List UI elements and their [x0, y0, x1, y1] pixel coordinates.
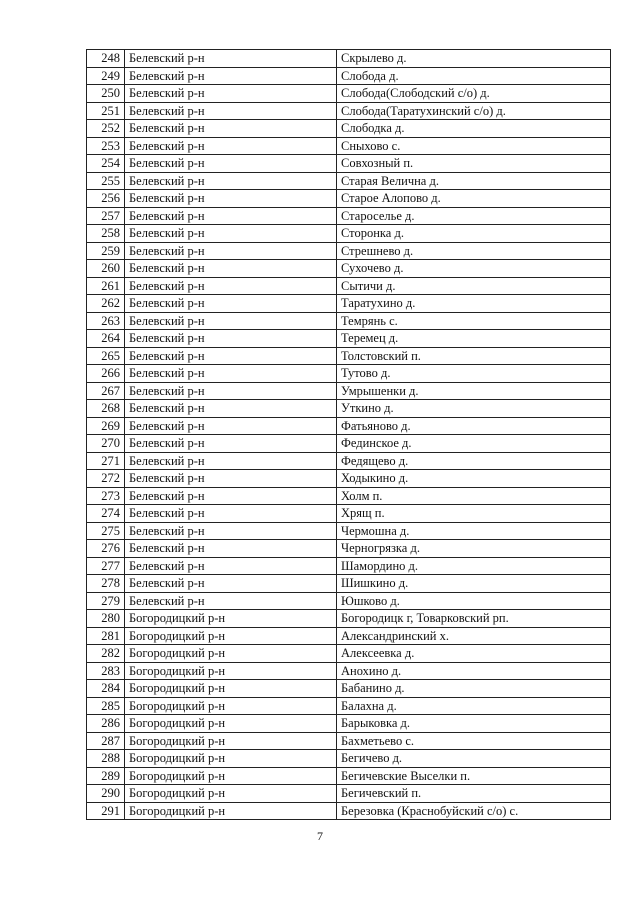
table-row — [87, 67, 611, 85]
row-number-cell: 279 — [87, 592, 125, 610]
table-row — [87, 382, 611, 400]
table-row — [87, 540, 611, 558]
table-row — [87, 645, 611, 663]
row-number-cell: 250 — [87, 85, 125, 103]
table-row — [87, 137, 611, 155]
settlement-cell: Фединское д. — [337, 435, 611, 453]
district-cell: Белевский р-н — [125, 137, 337, 155]
row-number-cell: 289 — [87, 767, 125, 785]
settlement-cell: Слобода(Таратухинский с/о) д. — [337, 102, 611, 120]
table-row — [87, 802, 611, 820]
table-row — [87, 85, 611, 103]
district-cell: Богородицкий р-н — [125, 610, 337, 628]
row-number-cell: 275 — [87, 522, 125, 540]
district-cell: Белевский р-н — [125, 172, 337, 190]
district-cell: Белевский р-н — [125, 382, 337, 400]
settlement-cell: Федящево д. — [337, 452, 611, 470]
row-number-cell: 291 — [87, 802, 125, 820]
row-number-cell: 264 — [87, 330, 125, 348]
district-cell: Белевский р-н — [125, 155, 337, 173]
settlement-cell: Тутово д. — [337, 365, 611, 383]
district-cell: Белевский р-н — [125, 435, 337, 453]
row-number-cell: 259 — [87, 242, 125, 260]
district-cell: Белевский р-н — [125, 295, 337, 313]
district-cell: Белевский р-н — [125, 207, 337, 225]
row-number-cell: 280 — [87, 610, 125, 628]
settlement-cell: Бегичевские Выселки п. — [337, 767, 611, 785]
settlement-cell: Фатьяново д. — [337, 417, 611, 435]
row-number-cell: 274 — [87, 505, 125, 523]
district-cell: Белевский р-н — [125, 557, 337, 575]
district-cell: Белевский р-н — [125, 102, 337, 120]
settlement-cell: Старое Алопово д. — [337, 190, 611, 208]
district-cell: Белевский р-н — [125, 120, 337, 138]
row-number-cell: 265 — [87, 347, 125, 365]
row-number-cell: 269 — [87, 417, 125, 435]
settlement-cell: Уткино д. — [337, 400, 611, 418]
row-number-cell: 257 — [87, 207, 125, 225]
row-number-cell: 281 — [87, 627, 125, 645]
district-cell: Белевский р-н — [125, 260, 337, 278]
table-row — [87, 575, 611, 593]
row-number-cell: 283 — [87, 662, 125, 680]
settlement-cell: Бахметьево с. — [337, 732, 611, 750]
settlements-table — [86, 49, 611, 820]
table-row — [87, 697, 611, 715]
table-row — [87, 312, 611, 330]
table-row — [87, 242, 611, 260]
table-row — [87, 610, 611, 628]
table-row — [87, 120, 611, 138]
table-row — [87, 557, 611, 575]
settlement-cell: Шишкино д. — [337, 575, 611, 593]
table-row — [87, 102, 611, 120]
district-cell: Белевский р-н — [125, 242, 337, 260]
settlement-cell: Ходыкино д. — [337, 470, 611, 488]
district-cell: Белевский р-н — [125, 575, 337, 593]
district-cell: Богородицкий р-н — [125, 662, 337, 680]
table-row — [87, 155, 611, 173]
district-cell: Белевский р-н — [125, 470, 337, 488]
district-cell: Белевский р-н — [125, 365, 337, 383]
table-row — [87, 470, 611, 488]
district-cell: Белевский р-н — [125, 85, 337, 103]
settlement-cell: Сытичи д. — [337, 277, 611, 295]
row-number-cell: 251 — [87, 102, 125, 120]
row-number-cell: 248 — [87, 50, 125, 68]
settlement-cell: Холм п. — [337, 487, 611, 505]
row-number-cell: 287 — [87, 732, 125, 750]
settlement-cell: Слободка д. — [337, 120, 611, 138]
settlement-cell: Алексеевка д. — [337, 645, 611, 663]
settlement-cell: Чермошна д. — [337, 522, 611, 540]
settlement-cell: Бегичевский п. — [337, 785, 611, 803]
district-cell: Белевский р-н — [125, 277, 337, 295]
table-row — [87, 225, 611, 243]
district-cell: Богородицкий р-н — [125, 697, 337, 715]
table-row — [87, 400, 611, 418]
row-number-cell: 256 — [87, 190, 125, 208]
table-row — [87, 417, 611, 435]
row-number-cell: 253 — [87, 137, 125, 155]
row-number-cell: 266 — [87, 365, 125, 383]
settlement-cell: Старая Велична д. — [337, 172, 611, 190]
district-cell: Белевский р-н — [125, 540, 337, 558]
table-row — [87, 592, 611, 610]
page-number: 7 — [317, 829, 323, 843]
settlement-cell: Анохино д. — [337, 662, 611, 680]
row-number-cell: 254 — [87, 155, 125, 173]
settlement-cell: Таратухино д. — [337, 295, 611, 313]
settlement-cell: Сухочево д. — [337, 260, 611, 278]
settlement-cell: Барыковка д. — [337, 715, 611, 733]
row-number-cell: 270 — [87, 435, 125, 453]
district-cell: Белевский р-н — [125, 592, 337, 610]
row-number-cell: 262 — [87, 295, 125, 313]
table-row — [87, 767, 611, 785]
district-cell: Богородицкий р-н — [125, 750, 337, 768]
settlement-cell: Балахна д. — [337, 697, 611, 715]
row-number-cell: 258 — [87, 225, 125, 243]
district-cell: Богородицкий р-н — [125, 680, 337, 698]
table-row — [87, 750, 611, 768]
row-number-cell: 263 — [87, 312, 125, 330]
table-row — [87, 732, 611, 750]
row-number-cell: 261 — [87, 277, 125, 295]
district-cell: Белевский р-н — [125, 330, 337, 348]
row-number-cell: 252 — [87, 120, 125, 138]
row-number-cell: 271 — [87, 452, 125, 470]
table-row — [87, 207, 611, 225]
row-number-cell: 273 — [87, 487, 125, 505]
settlement-cell: Темрянь с. — [337, 312, 611, 330]
settlement-cell: Черногрязка д. — [337, 540, 611, 558]
table-row — [87, 172, 611, 190]
settlement-cell: Староселье д. — [337, 207, 611, 225]
settlement-cell: Александринский х. — [337, 627, 611, 645]
table-row — [87, 627, 611, 645]
district-cell: Белевский р-н — [125, 67, 337, 85]
row-number-cell: 276 — [87, 540, 125, 558]
settlement-cell: Юшково д. — [337, 592, 611, 610]
district-cell: Белевский р-н — [125, 452, 337, 470]
settlement-cell: Слобода(Слободский с/о) д. — [337, 85, 611, 103]
row-number-cell: 284 — [87, 680, 125, 698]
settlement-cell: Сторонка д. — [337, 225, 611, 243]
table-row — [87, 662, 611, 680]
district-cell: Богородицкий р-н — [125, 645, 337, 663]
settlement-cell: Сныхово с. — [337, 137, 611, 155]
district-cell: Белевский р-н — [125, 347, 337, 365]
settlement-cell: Умрышенки д. — [337, 382, 611, 400]
settlement-cell: Теремец д. — [337, 330, 611, 348]
table-row — [87, 505, 611, 523]
settlement-cell: Богородицк г, Товарковский рп. — [337, 610, 611, 628]
row-number-cell: 285 — [87, 697, 125, 715]
district-cell: Белевский р-н — [125, 225, 337, 243]
district-cell: Белевский р-н — [125, 505, 337, 523]
table-row — [87, 435, 611, 453]
district-cell: Белевский р-н — [125, 417, 337, 435]
table-row — [87, 190, 611, 208]
settlement-cell: Совхозный п. — [337, 155, 611, 173]
table-row — [87, 522, 611, 540]
table-row — [87, 785, 611, 803]
district-cell: Богородицкий р-н — [125, 732, 337, 750]
settlement-cell: Березовка (Краснобуйский с/о) с. — [337, 802, 611, 820]
table-row — [87, 487, 611, 505]
district-cell: Белевский р-н — [125, 487, 337, 505]
table-row — [87, 260, 611, 278]
settlements-table-body — [87, 50, 611, 820]
settlement-cell: Хрящ п. — [337, 505, 611, 523]
district-cell: Белевский р-н — [125, 522, 337, 540]
settlement-cell: Стрешнево д. — [337, 242, 611, 260]
settlement-cell: Бабанино д. — [337, 680, 611, 698]
row-number-cell: 277 — [87, 557, 125, 575]
district-cell: Богородицкий р-н — [125, 627, 337, 645]
district-cell: Белевский р-н — [125, 190, 337, 208]
district-cell: Богородицкий р-н — [125, 715, 337, 733]
district-cell: Богородицкий р-н — [125, 767, 337, 785]
settlement-cell: Скрылево д. — [337, 50, 611, 68]
table-row — [87, 295, 611, 313]
row-number-cell: 272 — [87, 470, 125, 488]
table-row — [87, 347, 611, 365]
row-number-cell: 260 — [87, 260, 125, 278]
settlement-cell: Бегичево д. — [337, 750, 611, 768]
district-cell: Богородицкий р-н — [125, 802, 337, 820]
table-row — [87, 680, 611, 698]
settlement-cell: Слобода д. — [337, 67, 611, 85]
table-row — [87, 50, 611, 68]
table-row — [87, 715, 611, 733]
row-number-cell: 267 — [87, 382, 125, 400]
row-number-cell: 268 — [87, 400, 125, 418]
settlement-cell: Шамордино д. — [337, 557, 611, 575]
row-number-cell: 255 — [87, 172, 125, 190]
district-cell: Богородицкий р-н — [125, 785, 337, 803]
district-cell: Белевский р-н — [125, 400, 337, 418]
row-number-cell: 278 — [87, 575, 125, 593]
row-number-cell: 290 — [87, 785, 125, 803]
district-cell: Белевский р-н — [125, 50, 337, 68]
table-row — [87, 330, 611, 348]
table-row — [87, 365, 611, 383]
table-row — [87, 452, 611, 470]
table-row — [87, 277, 611, 295]
settlement-cell: Толстовский п. — [337, 347, 611, 365]
row-number-cell: 249 — [87, 67, 125, 85]
row-number-cell: 282 — [87, 645, 125, 663]
district-cell: Белевский р-н — [125, 312, 337, 330]
row-number-cell: 288 — [87, 750, 125, 768]
row-number-cell: 286 — [87, 715, 125, 733]
